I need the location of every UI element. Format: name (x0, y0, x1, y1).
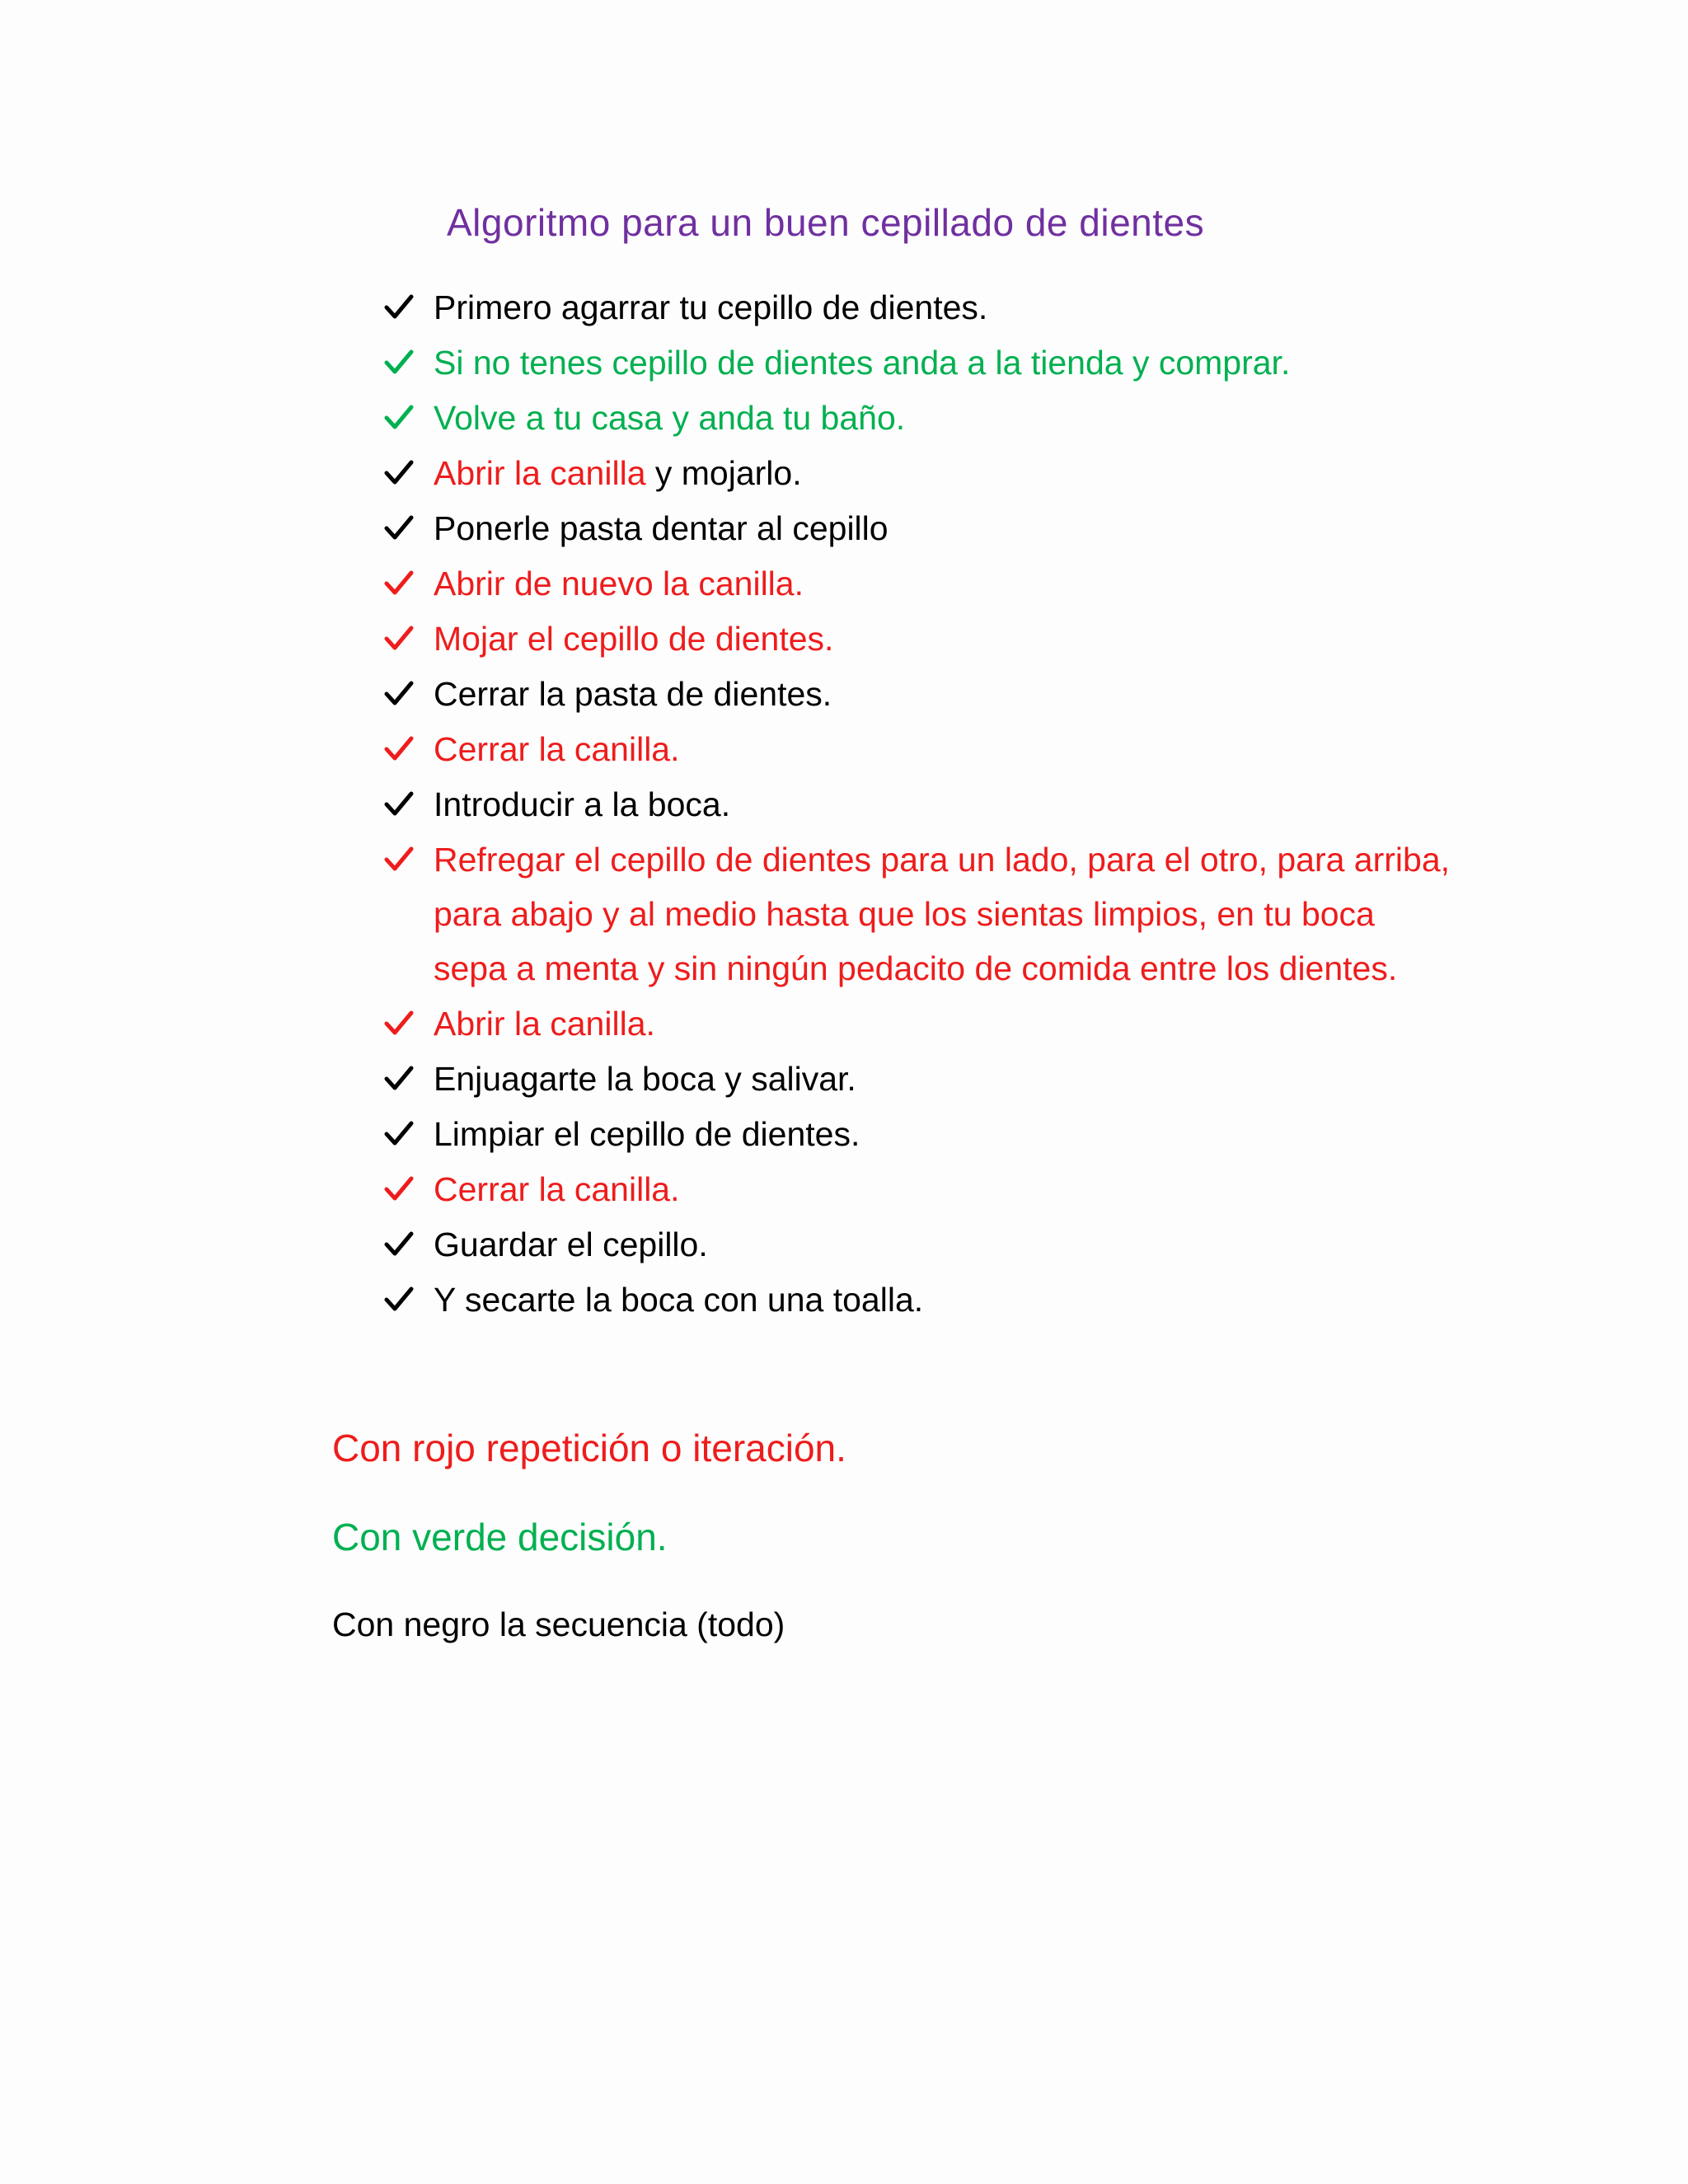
checkmark-icon (384, 1120, 414, 1148)
checkmark-icon (384, 1010, 414, 1038)
step-text: Enjuagarte la boca y salivar. (434, 1060, 856, 1098)
checkmark-icon (384, 1175, 414, 1203)
step-item (379, 280, 1467, 335)
step-text: Abrir la canilla (434, 454, 646, 492)
step-text: Limpiar el cepillo de dientes. (434, 1115, 860, 1153)
step-item (379, 501, 1467, 555)
checkmark-icon (384, 569, 414, 598)
checkmark-icon (384, 349, 414, 377)
step-text: Introducir a la boca. (434, 785, 731, 823)
step-text: Y secarte la boca con una toalla. (434, 1281, 924, 1319)
step-item (379, 667, 1467, 721)
step-item (379, 612, 1467, 666)
legend-green: Con verde decisión. (332, 1516, 668, 1558)
step-text: Cerrar la canilla. (434, 1170, 680, 1208)
step-item (379, 1217, 1467, 1272)
step-text: y mojarlo. (645, 454, 802, 492)
checkmark-icon (384, 514, 414, 542)
step-item (379, 391, 1467, 445)
legend-black: Con negro la secuencia (todo) (332, 1605, 785, 1643)
step-text: Primero agarrar tu cepillo de dientes. (434, 288, 988, 326)
step-item (379, 1107, 1467, 1161)
step-text: Cerrar la canilla. (434, 730, 680, 768)
step-text: Abrir de nuevo la canilla. (434, 565, 804, 602)
page-title: Algoritmo para un buen cepillado de dientes (447, 201, 1205, 244)
checkmark-icon (384, 404, 414, 432)
checkmark-icon (384, 1065, 414, 1093)
step-text: Mojar el cepillo de dientes. (434, 620, 834, 658)
step-text: Si no tenes cepillo de dientes anda a la tienda y comprar. (434, 344, 1291, 382)
step-item (379, 446, 1467, 500)
step-text: Guardar el cepillo. (434, 1226, 708, 1263)
step-item (379, 556, 1467, 611)
step-item (379, 1272, 1467, 1327)
checkmark-icon (384, 459, 414, 487)
step-item (379, 996, 1467, 1051)
step-item (379, 722, 1467, 776)
checkmark-icon (384, 680, 414, 708)
step-item (379, 777, 1467, 832)
step-text: Ponerle pasta dentar al cepillo (434, 509, 889, 547)
step-item (379, 832, 1467, 996)
checkmark-icon (384, 1230, 414, 1258)
checkmark-icon (384, 790, 414, 818)
step-item (379, 1052, 1467, 1106)
step-text: Refregar el cepillo de dientes para un lado, para el otro, para arriba, para abajo y al medio hasta que los sientas limpios, en tu boca sepa a menta y sin ningún pedacito de comida entre los dientes. (434, 841, 1451, 987)
checkmark-icon (384, 735, 414, 763)
step-text: Abrir la canilla. (434, 1005, 655, 1043)
steps-list (379, 280, 1467, 1328)
step-item (379, 1162, 1467, 1216)
checkmark-icon (384, 846, 414, 874)
step-item (379, 335, 1467, 390)
checkmark-icon (384, 1286, 414, 1314)
step-text: Volve a tu casa y anda tu baño. (434, 399, 906, 437)
legend-red: Con rojo repetición o iteración. (332, 1427, 846, 1469)
checkmark-icon (384, 625, 414, 653)
checkmark-icon (384, 293, 414, 321)
step-text: Cerrar la pasta de dientes. (434, 675, 832, 713)
